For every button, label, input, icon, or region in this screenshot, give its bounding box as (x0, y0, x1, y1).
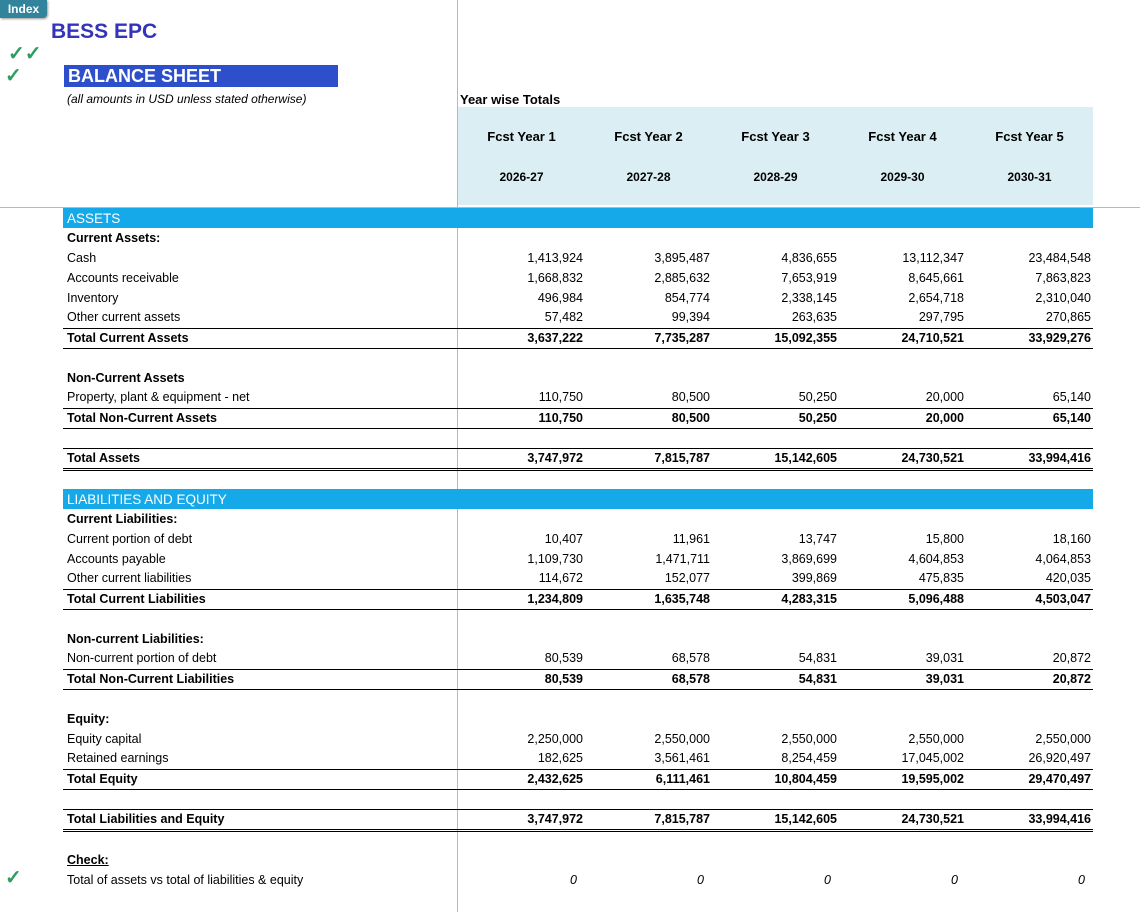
column-header-period: 2028-29 (753, 170, 798, 184)
table-row (63, 509, 1093, 529)
value-cell[interactable]: 420,035 (966, 569, 1093, 589)
value-cell[interactable]: 7,863,823 (1035, 270, 1091, 285)
value-cell[interactable] (458, 489, 585, 509)
value-cell[interactable] (712, 469, 839, 489)
value-cell[interactable] (966, 609, 1093, 629)
value-cell[interactable]: 15,142,605 (712, 448, 839, 469)
value-cell[interactable] (966, 368, 1093, 388)
value-cell[interactable] (458, 850, 585, 870)
value-cell[interactable]: 3,747,972 (458, 448, 585, 469)
value-cell[interactable] (839, 629, 966, 649)
column-header-label: Fcst Year 4 (868, 129, 937, 144)
value-cell[interactable]: 7,735,287 (585, 328, 712, 348)
section-header-row (63, 489, 1093, 509)
row-label[interactable] (63, 408, 458, 428)
row-label[interactable] (63, 669, 458, 689)
value-cell[interactable]: 4,836,655 (781, 250, 837, 265)
value-cell[interactable] (839, 469, 966, 489)
table-row (63, 368, 1093, 388)
value-cell[interactable]: 17,045,002 (839, 749, 966, 769)
table-row (63, 629, 1093, 649)
spacer-row (63, 469, 1093, 489)
value-cell[interactable]: 475,835 (839, 569, 966, 589)
value-cell[interactable] (839, 789, 966, 809)
value-cell[interactable] (458, 228, 585, 248)
value-cell[interactable] (458, 689, 585, 709)
row-label[interactable] (63, 589, 458, 609)
value-cell[interactable] (712, 228, 839, 248)
value-cell[interactable]: 13,112,347 (902, 250, 964, 265)
value-cell[interactable] (458, 428, 585, 448)
table-row (63, 709, 1093, 729)
value-cell[interactable]: 99,394 (585, 308, 712, 328)
value-cell[interactable]: 8,645,661 (908, 270, 964, 285)
value-cell[interactable] (966, 228, 1093, 248)
value-cell[interactable] (712, 428, 839, 448)
value-cell[interactable]: 2,550,000 (1035, 731, 1091, 746)
table-row (63, 228, 1093, 248)
value-cell[interactable]: 54,831 (712, 649, 839, 669)
value-cell[interactable]: 4,503,047 (966, 589, 1093, 609)
value-cell[interactable] (458, 709, 585, 729)
value-cell[interactable]: 80,539 (458, 669, 585, 689)
value-cell[interactable]: 15,142,605 (712, 809, 839, 830)
currency-note: (all amounts in USD unless stated otherwise) (67, 92, 307, 106)
row-label-text: Total Current Liabilities (67, 591, 206, 606)
value-cell[interactable]: 50,250 (712, 388, 839, 408)
column-header-label: Fcst Year 2 (614, 129, 683, 144)
value-cell[interactable]: 496,984 (537, 290, 583, 305)
value-cell[interactable]: 399,869 (712, 569, 839, 589)
row-label[interactable] (63, 489, 458, 509)
row-label[interactable] (63, 228, 458, 248)
spacer-row (63, 830, 1093, 850)
value-cell[interactable]: 110,750 (458, 408, 585, 428)
table-row (63, 328, 1093, 348)
row-label-text: Current Liabilities: (67, 511, 178, 526)
row-label-text: Equity capital (67, 731, 142, 746)
row-label-text: Non-current portion of debt (67, 651, 217, 666)
value-cell[interactable]: 39,031 (839, 669, 966, 689)
value-cell[interactable]: 15,800 (925, 531, 964, 546)
value-cell[interactable] (712, 689, 839, 709)
value-cell[interactable]: 2,550,000 (781, 731, 837, 746)
row-label-text: Property, plant & equipment - net (67, 390, 250, 405)
spacer-row (63, 609, 1093, 629)
check-icon: ✓ (5, 867, 22, 889)
table-row (63, 308, 1093, 328)
index-button[interactable]: Index (0, 0, 47, 18)
value-cell[interactable]: 4,064,853 (1035, 551, 1091, 566)
row-label-text: Total Current Assets (67, 330, 189, 345)
row-label[interactable] (63, 388, 458, 408)
row-label[interactable] (63, 328, 458, 348)
row-label-text: Check: (67, 852, 109, 867)
value-cell[interactable]: 20,872 (966, 669, 1093, 689)
row-label-text: Non-current Liabilities: (67, 631, 204, 646)
spacer-row (63, 789, 1093, 809)
value-cell[interactable]: 1,109,730 (527, 551, 583, 566)
row-label-text: LIABILITIES AND EQUITY (67, 491, 227, 507)
column-header-period: 2030-31 (1007, 170, 1052, 184)
value-cell[interactable]: 0 (951, 872, 958, 887)
value-cell[interactable] (585, 609, 712, 629)
value-cell[interactable]: 80,539 (458, 649, 585, 669)
value-cell[interactable]: 1,668,832 (527, 270, 583, 285)
row-label[interactable] (63, 569, 458, 589)
value-cell[interactable]: 80,500 (585, 408, 712, 428)
value-cell[interactable]: 2,550,000 (908, 731, 964, 746)
value-cell[interactable] (966, 830, 1093, 850)
value-cell[interactable]: 3,869,699 (781, 551, 837, 566)
column-header-label: Fcst Year 1 (487, 129, 556, 144)
row-label-text: Total of assets vs total of liabilities & equity (67, 872, 304, 887)
value-cell[interactable] (712, 348, 839, 368)
value-cell[interactable] (966, 469, 1093, 489)
spacer-row (63, 428, 1093, 448)
table-row (63, 448, 1093, 469)
value-cell[interactable]: 33,929,276 (966, 328, 1093, 348)
value-cell[interactable]: 0 (824, 872, 831, 887)
value-cell[interactable]: 20,000 (839, 408, 966, 428)
value-cell[interactable] (585, 208, 712, 228)
row-label[interactable] (63, 789, 458, 809)
value-cell[interactable] (966, 850, 1093, 870)
row-label[interactable] (63, 689, 458, 709)
value-cell[interactable] (585, 428, 712, 448)
section-header-row (63, 208, 1093, 228)
value-cell[interactable] (585, 830, 712, 850)
value-cell[interactable]: 3,561,461 (585, 749, 712, 769)
row-label[interactable] (63, 549, 458, 569)
value-cell[interactable]: 24,730,521 (839, 448, 966, 469)
value-cell[interactable]: 182,625 (458, 749, 585, 769)
value-cell[interactable]: 7,653,919 (781, 270, 837, 285)
value-cell[interactable] (585, 709, 712, 729)
row-label[interactable] (63, 308, 458, 328)
value-cell[interactable]: 2,250,000 (527, 731, 583, 746)
value-cell[interactable] (712, 629, 839, 649)
row-label-text: Accounts receivable (67, 270, 179, 285)
row-label[interactable] (63, 428, 458, 448)
value-cell[interactable] (966, 509, 1093, 529)
row-label[interactable] (63, 368, 458, 388)
row-label-text: Total Assets (67, 450, 140, 465)
check-icon: ✓ (5, 65, 22, 87)
value-cell[interactable]: 24,730,521 (839, 809, 966, 830)
row-label[interactable] (63, 830, 458, 850)
row-label-text: Equity: (67, 711, 110, 726)
value-cell[interactable]: 270,865 (966, 308, 1093, 328)
table-row (63, 589, 1093, 609)
value-cell[interactable]: 7,815,787 (585, 448, 712, 469)
value-cell[interactable]: 0 (570, 872, 577, 887)
table-row (63, 870, 1093, 890)
value-cell[interactable]: 3,747,972 (458, 809, 585, 830)
row-label-text: Retained earnings (67, 751, 169, 766)
value-cell[interactable] (839, 850, 966, 870)
value-cell[interactable] (966, 428, 1093, 448)
value-cell[interactable] (585, 469, 712, 489)
row-label[interactable] (63, 248, 458, 268)
value-cell[interactable]: 110,750 (458, 388, 585, 408)
value-cell[interactable] (712, 709, 839, 729)
column-header-area (458, 107, 1093, 205)
value-cell[interactable]: 29,470,497 (966, 769, 1093, 789)
column-header-period: 2026-27 (499, 170, 544, 184)
value-cell[interactable] (585, 509, 712, 529)
table-row (63, 769, 1093, 789)
value-cell[interactable] (712, 830, 839, 850)
row-label-text: Current Assets: (67, 230, 161, 245)
table-row (63, 248, 1093, 268)
value-cell[interactable] (839, 348, 966, 368)
table-row (63, 529, 1093, 549)
value-cell[interactable] (839, 709, 966, 729)
value-cell[interactable] (458, 509, 585, 529)
table-row (63, 749, 1093, 769)
value-cell[interactable] (458, 609, 585, 629)
row-label[interactable] (63, 850, 458, 870)
value-cell[interactable] (712, 609, 839, 629)
column-header-period: 2029-30 (880, 170, 925, 184)
row-label[interactable] (63, 448, 458, 469)
value-cell[interactable]: 2,654,718 (908, 290, 964, 305)
value-cell[interactable] (458, 348, 585, 368)
value-cell[interactable] (458, 629, 585, 649)
value-cell[interactable]: 20,872 (966, 649, 1093, 669)
row-label[interactable] (63, 348, 458, 368)
value-cell[interactable]: 10,407 (544, 531, 583, 546)
value-cell[interactable] (585, 348, 712, 368)
value-cell[interactable] (585, 368, 712, 388)
row-label[interactable] (63, 208, 458, 228)
value-cell[interactable]: 18,160 (1052, 531, 1091, 546)
spacer-row (63, 689, 1093, 709)
value-cell[interactable]: 65,140 (966, 388, 1093, 408)
value-cell[interactable]: 19,595,002 (839, 769, 966, 789)
value-cell[interactable]: 1,234,809 (458, 589, 585, 609)
value-cell[interactable] (839, 609, 966, 629)
value-cell[interactable] (839, 228, 966, 248)
row-label[interactable] (63, 769, 458, 789)
value-cell[interactable]: 57,482 (458, 308, 585, 328)
value-cell[interactable] (839, 509, 966, 529)
row-label-text: Other current assets (67, 310, 181, 325)
value-cell[interactable]: 8,254,459 (712, 749, 839, 769)
column-header-period: 2027-28 (626, 170, 671, 184)
table-row (63, 388, 1093, 408)
value-cell[interactable] (966, 348, 1093, 368)
value-cell[interactable]: 33,994,416 (966, 809, 1093, 830)
row-label[interactable] (63, 649, 458, 669)
value-cell[interactable]: 4,283,315 (712, 589, 839, 609)
value-cell[interactable]: 11,961 (672, 531, 710, 546)
value-cell[interactable]: 297,795 (839, 308, 966, 328)
row-label[interactable] (63, 729, 458, 749)
value-cell[interactable]: 3,637,222 (458, 328, 585, 348)
column-header-label: Fcst Year 3 (741, 129, 810, 144)
value-cell[interactable]: 152,077 (585, 569, 712, 589)
row-label[interactable] (63, 749, 458, 769)
value-cell[interactable] (966, 208, 1093, 228)
value-cell[interactable]: 20,000 (839, 388, 966, 408)
row-label[interactable] (63, 509, 458, 529)
balance-sheet-table (63, 208, 1093, 890)
sheet-title: BALANCE SHEET (64, 65, 338, 87)
table-row (63, 408, 1093, 428)
value-cell[interactable]: 0 (697, 872, 704, 887)
value-cell[interactable]: 10,804,459 (712, 769, 839, 789)
table-row (63, 669, 1093, 689)
value-cell[interactable]: 1,471,711 (655, 551, 710, 566)
value-cell[interactable] (585, 689, 712, 709)
value-cell[interactable]: 5,096,488 (839, 589, 966, 609)
value-cell[interactable] (966, 629, 1093, 649)
row-label-text: Non-Current Assets (67, 370, 185, 385)
row-label-text: Other current liabilities (67, 571, 192, 586)
value-cell[interactable]: 2,885,632 (654, 270, 710, 285)
value-cell[interactable] (712, 489, 839, 509)
table-row (63, 850, 1093, 870)
value-cell[interactable] (839, 428, 966, 448)
table-row (63, 729, 1093, 749)
row-label[interactable] (63, 469, 458, 489)
row-label[interactable] (63, 629, 458, 649)
table-row (63, 569, 1093, 589)
value-cell[interactable] (458, 830, 585, 850)
value-cell[interactable] (458, 368, 585, 388)
value-cell[interactable] (839, 689, 966, 709)
value-cell[interactable]: 15,092,355 (712, 328, 839, 348)
value-cell[interactable] (712, 509, 839, 529)
value-cell[interactable]: 263,635 (712, 308, 839, 328)
value-cell[interactable]: 24,710,521 (839, 328, 966, 348)
value-cell[interactable] (585, 228, 712, 248)
row-label[interactable] (63, 609, 458, 629)
row-label[interactable] (63, 809, 458, 830)
value-cell[interactable]: 65,140 (966, 408, 1093, 428)
value-cell[interactable]: 33,994,416 (966, 448, 1093, 469)
value-cell[interactable] (966, 709, 1093, 729)
value-cell[interactable] (839, 489, 966, 509)
column-header-label: Fcst Year 5 (995, 129, 1064, 144)
value-cell[interactable] (585, 629, 712, 649)
row-label[interactable] (63, 529, 458, 549)
value-cell[interactable]: 80,500 (585, 388, 712, 408)
spacer-row (63, 348, 1093, 368)
row-label-text: Total Equity (67, 771, 138, 786)
value-cell[interactable] (839, 368, 966, 388)
row-label[interactable] (63, 268, 458, 288)
value-cell[interactable]: 23,484,548 (1028, 250, 1091, 265)
year-wise-totals-label: Year wise Totals (460, 92, 561, 107)
value-cell[interactable]: 114,672 (458, 569, 585, 589)
value-cell[interactable] (458, 208, 585, 228)
value-cell[interactable] (839, 208, 966, 228)
value-cell[interactable]: 68,578 (585, 669, 712, 689)
value-cell[interactable]: 1,413,924 (527, 250, 583, 265)
value-cell[interactable]: 2,310,040 (1035, 290, 1091, 305)
row-label[interactable] (63, 870, 458, 890)
row-label-text: Inventory (67, 290, 119, 305)
check-icon: ✓✓ (8, 43, 42, 65)
value-cell[interactable]: 2,550,000 (654, 731, 710, 746)
value-cell[interactable] (458, 789, 585, 809)
value-cell[interactable]: 854,774 (664, 290, 710, 305)
table-row (63, 549, 1093, 569)
company-title: BESS EPC (51, 20, 158, 43)
value-cell[interactable]: 2,432,625 (458, 769, 585, 789)
value-cell[interactable] (966, 789, 1093, 809)
row-label-text: Total Non-Current Liabilities (67, 671, 235, 686)
row-label-text: Current portion of debt (67, 531, 193, 546)
value-cell[interactable]: 13,747 (798, 531, 837, 546)
value-cell[interactable] (966, 689, 1093, 709)
row-label[interactable] (63, 288, 458, 308)
table-row (63, 268, 1093, 288)
row-label-text: Total Non-Current Assets (67, 410, 218, 425)
table-row (63, 649, 1093, 669)
value-cell[interactable] (585, 489, 712, 509)
value-cell[interactable]: 6,111,461 (585, 769, 712, 789)
value-cell[interactable]: 7,815,787 (585, 809, 712, 830)
value-cell[interactable]: 3,895,487 (654, 250, 710, 265)
row-label-text: Accounts payable (67, 551, 166, 566)
value-cell[interactable] (966, 489, 1093, 509)
value-cell[interactable]: 50,250 (712, 408, 839, 428)
value-cell[interactable]: 1,635,748 (585, 589, 712, 609)
value-cell[interactable] (712, 208, 839, 228)
row-label-text: Total Liabilities and Equity (67, 811, 225, 826)
value-cell[interactable] (839, 830, 966, 850)
table-row (63, 288, 1093, 308)
value-cell[interactable] (712, 789, 839, 809)
table-row (63, 809, 1093, 830)
value-cell[interactable]: 2,338,145 (781, 290, 837, 305)
value-cell[interactable] (585, 789, 712, 809)
value-cell[interactable]: 54,831 (712, 669, 839, 689)
value-cell[interactable]: 4,604,853 (908, 551, 964, 566)
row-label-text: Cash (67, 250, 97, 265)
row-label[interactable] (63, 709, 458, 729)
value-cell[interactable]: 68,578 (585, 649, 712, 669)
value-cell[interactable] (585, 850, 712, 870)
value-cell[interactable]: 39,031 (839, 649, 966, 669)
value-cell[interactable] (458, 469, 585, 489)
row-label-text: ASSETS (67, 210, 121, 226)
value-cell[interactable] (712, 368, 839, 388)
value-cell[interactable]: 0 (1078, 872, 1085, 887)
value-cell[interactable] (712, 850, 839, 870)
value-cell[interactable]: 26,920,497 (966, 749, 1093, 769)
